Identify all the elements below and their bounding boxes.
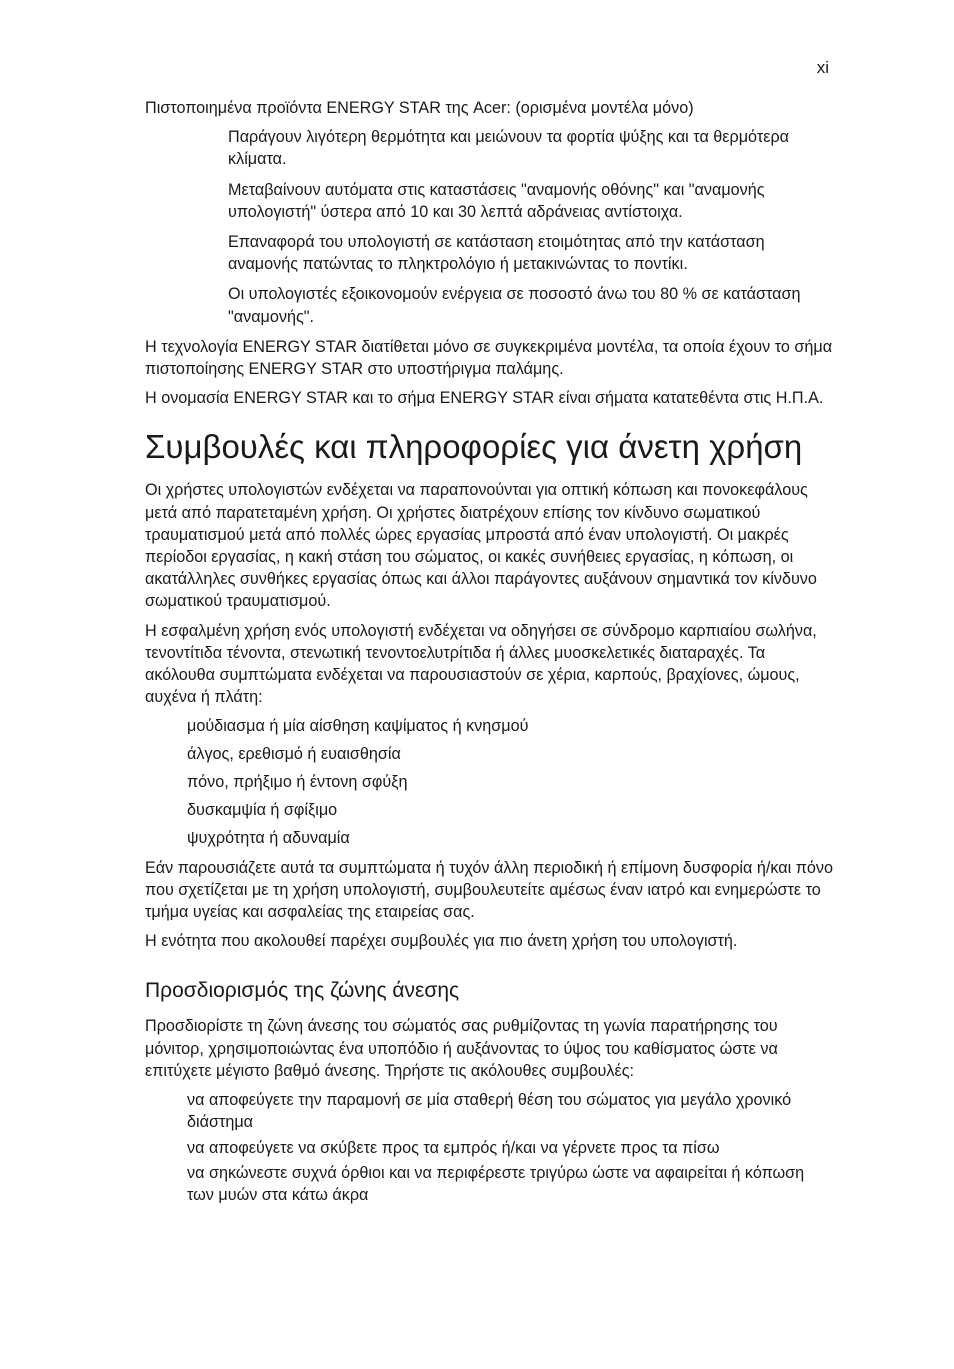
symptom-item: μούδιασμα ή μία αίσθηση καψίματος ή κνησμού [187,717,529,736]
symptom-item: πόνο, πρήξιμο ή έντονη σφύξη [187,773,408,792]
comfort-tip-item: να σηκώνεστε συχνά όρθιοι και να περιφέρεστε τριγύρω ώστε να αφαιρείται ή κόπωση των μυών στα κάτω άκρα [187,1163,805,1204]
energy-star-features [228,126,835,328]
energy-star-feature: Επαναφορά του υπολογιστή σε κατάσταση ετοιμότητας από την κατάσταση αναμονής πατώντας το πληκτρολόγιο ή μετακινώντας το ποντίκι. [228,233,765,274]
comfort-paragraph: Η ενότητα που ακολουθεί παρέχει συμβουλές για πιο άνετη χρήση του υπολογιστή. [145,932,738,951]
energy-star-feature: Οι υπολογιστές εξοικονομούν ενέργεια σε ποσοστό άνω του 80 % σε κατάσταση "αναμονής". [228,285,801,326]
comfort-zone-title: Προσδιορισμός της ζώνης άνεσης [145,979,460,1003]
energy-star-availability: Η τεχνολογία ENERGY STAR διατίθεται μόνο σε συγκεκριμένα μοντέλα, τα οποία έχουν το σήμα πιστοποίησης ENERGY STAR στο υποστήριγμα παλάμης. [145,337,833,379]
energy-star-trademark: Η ονομασία ENERGY STAR και το σήμα ENERGY STAR είναι σήματα κατατεθέντα στις Η.Π.Α. [145,389,824,408]
symptom-item: άλγος, ερεθισμό ή ευαισθησία [187,745,401,764]
page-content [145,97,835,1209]
symptom-item: ψυχρότητα ή αδυναμία [187,829,350,848]
symptom-list [187,715,835,849]
page-number: xi [816,58,829,77]
comfort-section-title: Συμβουλές και πληροφορίες για άνετη χρήση [145,428,803,466]
energy-star-feature: Παράγουν λιγότερη θερμότητα και μειώνουν τα φορτία ψύξης και τα θερμότερα κλίματα. [228,128,790,169]
comfort-paragraph: Η εσφαλμένη χρήση ενός υπολογιστή ενδέχεται να οδηγήσει σε σύνδρομο καρπιαίου σωλήνα, τενοντίτιδα τένοντα, στενωτική τενοντοελυτρίτιδα ή άλλες μυοσκελετικές διαταραχές. Τα ακόλουθα συμπτώματα ενδέχεται να παρουσιαστούν σε χέρια, καρπούς, βραχίονες, ώμους, αυχένα ή πλάτη: [145,621,817,707]
comfort-tip-item: να αποφεύγετε να σκύβετε προς τα εμπρός ή/και να γέρνετε προς τα πίσω [187,1138,720,1157]
comfort-paragraph: Εάν παρουσιάζετε αυτά τα συμπτώματα ή τυχόν άλλη περιοδική ή επίμονη δυσφορία ή/και πόνο που σχετίζεται με τη χρήση υπολογιστή, συμβουλευτείτε αμέσως έναν ιατρό και ενημερώστε το τμήμα υγείας και ασφαλείας της εταιρείας σας. [145,858,833,922]
energy-star-intro: Πιστοποιημένα προϊόντα ENERGY STAR της Acer: (ορισμένα μοντέλα μόνο) [145,99,694,117]
comfort-tip-list [187,1089,835,1206]
comfort-zone-intro: Προσδιορίστε τη ζώνη άνεσης του σώματός σας ρυθμίζοντας τη γωνία παρατήρησης του μόνιτορ, χρησιμοποιώντας ένα υποπόδιο ή αυξάνοντας το ύψος του καθίσματος ώστε να επιτύχετε μέγιστο βαθμό άνεσης. Τηρήστε τις ακόλουθες συμβουλές: [145,1017,778,1080]
comfort-paragraph: Οι χρήστες υπολογιστών ενδέχεται να παραπονούνται για οπτική κόπωση και πονοκεφάλους μετά από παρατεταμένη χρήση. Οι χρήστες διατρέχουν επίσης τον κίνδυνο σωματικού τραυματισμού μετά από πολλές ώρες εργασίας μπροστά από έναν υπολογιστή. Οι μακρές περίοδοι εργασίας, η κακή στάση του σώματος, οι κακές συνήθειες εργασίας, η κόπωση, οι ακατάλληλες συνθήκες εργασίας όπως και άλλοι παράγοντες αυξάνουν σημαντικά τον κίνδυνο σωματικού τραυματισμού. [145,481,817,611]
symptom-item: δυσκαμψία ή σφίξιμο [187,801,338,820]
comfort-tip-item: να αποφεύγετε την παραμονή σε μία σταθερή θέση του σώματος για μεγάλο χρονικό διάστημα [187,1091,792,1132]
energy-star-feature: Μεταβαίνουν αυτόματα στις καταστάσεις "αναμονής οθόνης" και "αναμονής υπολογιστή" ύστερα από 10 και 30 λεπτά αδράνειας αντίστοιχα. [228,180,765,221]
